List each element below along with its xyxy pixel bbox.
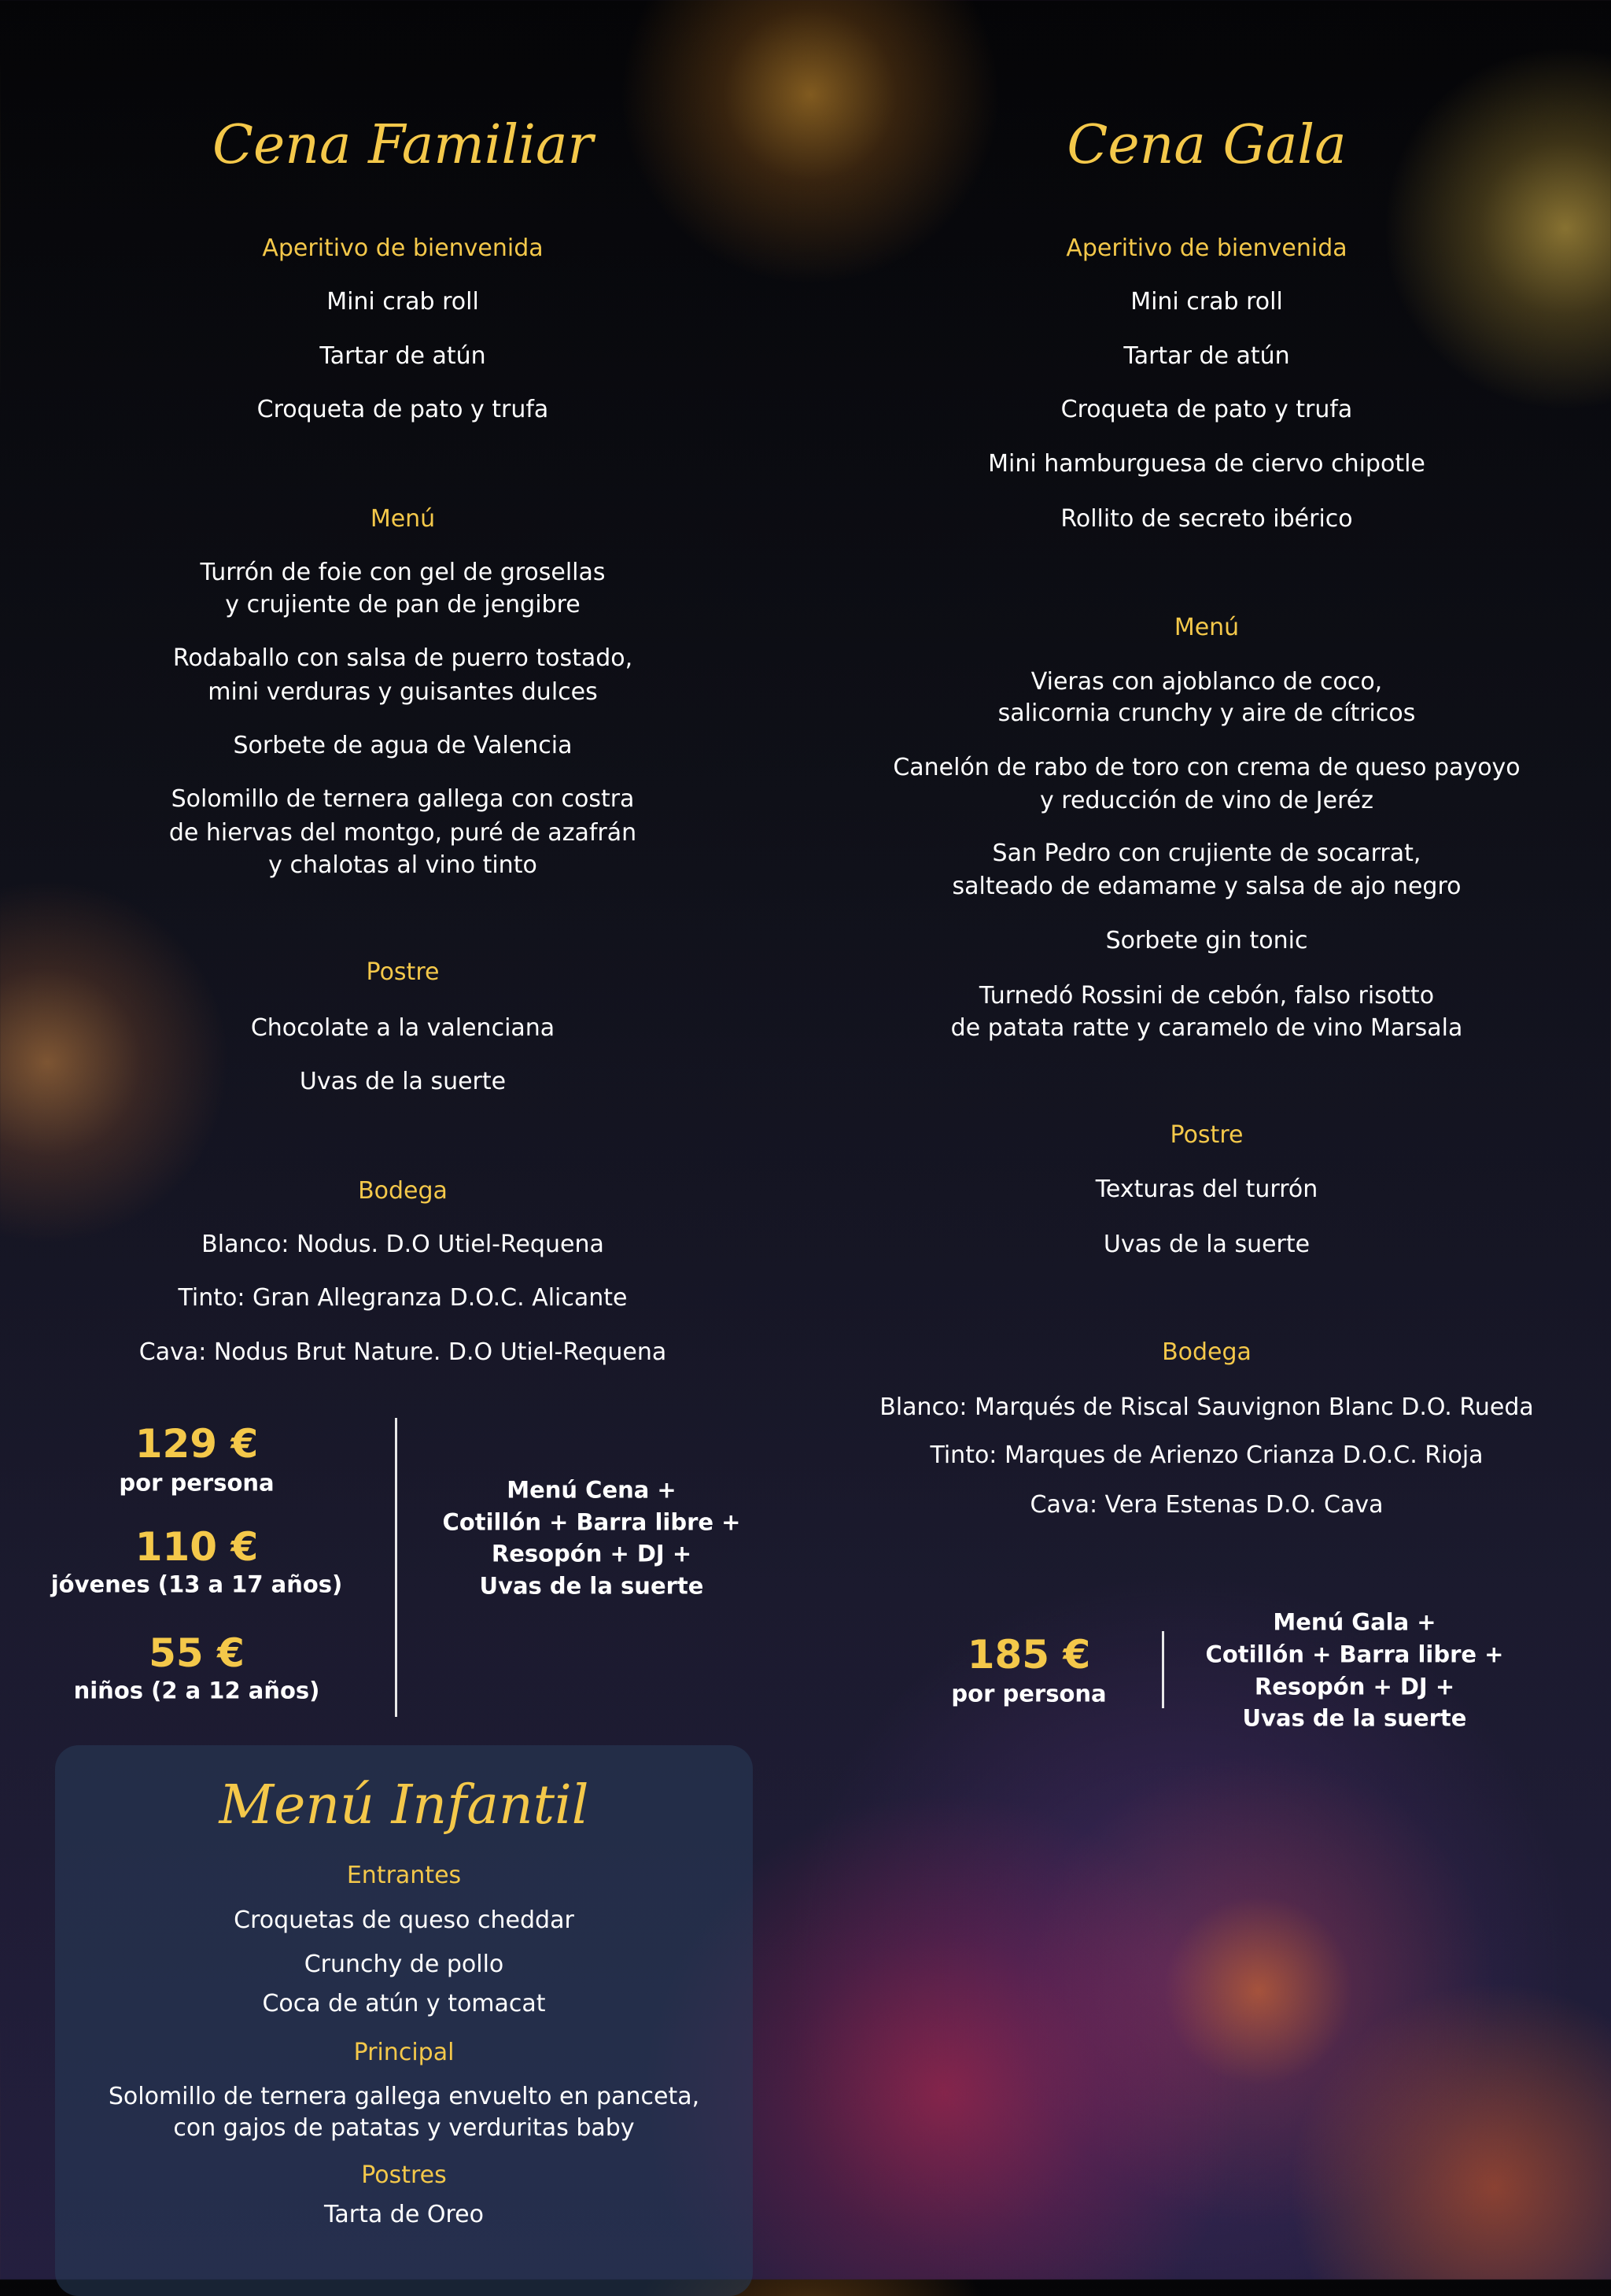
- price-adult: 185 €: [967, 1632, 1091, 1678]
- includes-line: Uvas de la suerte: [1242, 1704, 1467, 1732]
- postre-item: Uvas de la suerte: [1103, 1231, 1311, 1258]
- principal-header: Principal: [353, 2039, 455, 2066]
- bodega-item: Cava: Nodus Brut Nature. D.O Utiel-Requena: [138, 1338, 667, 1366]
- entrante-item: Crunchy de pollo: [304, 1951, 504, 1978]
- menu-infantil-title: Menú Infantil: [219, 1774, 589, 1836]
- menu-item: salicornia crunchy y aire de cítricos: [997, 700, 1416, 727]
- menu-item: de patata ratte y caramelo de vino Marsala: [950, 1014, 1463, 1042]
- includes-line: Cotillón + Barra libre +: [1205, 1641, 1504, 1668]
- price-divider: [1162, 1631, 1164, 1708]
- menu-item: y chalotas al vino tinto: [268, 851, 537, 879]
- menu-item: Canelón de rabo de toro con crema de queso payoyo: [893, 754, 1521, 781]
- postre-header: Postre: [1170, 1121, 1244, 1149]
- price-youth: 110 €: [135, 1524, 259, 1570]
- entrante-item: Coca de atún y tomacat: [262, 1990, 546, 2017]
- principal-item: Solomillo de ternera gallega envuelto en panceta,: [108, 2083, 700, 2110]
- bodega-item: Tinto: Gran Allegranza D.O.C. Alicante: [178, 1284, 628, 1312]
- principal-item: con gajos de patatas y verduritas baby: [173, 2114, 635, 2142]
- price-label: jóvenes (13 a 17 años): [50, 1571, 343, 1598]
- aperitivo-item: Mini crab roll: [326, 288, 479, 316]
- price-label: por persona: [119, 1469, 275, 1497]
- menu-item: Rodaballo con salsa de puerro tostado,: [172, 644, 633, 672]
- price-label: niños (2 a 12 años): [73, 1677, 320, 1704]
- gala-price: [911, 0, 1147, 1731]
- price-adult: 129 €: [135, 1421, 259, 1467]
- menu-item: Turnedó Rossini de cebón, falso risotto: [979, 982, 1435, 1010]
- postres-header: Postres: [361, 2161, 447, 2189]
- menu-item: salteado de edamame y salsa de ajo negro: [952, 873, 1462, 900]
- aperitivo-item: Tartar de atún: [319, 342, 486, 370]
- includes-line: Menú Gala +: [1273, 1608, 1436, 1636]
- menu-header: Menú: [1174, 614, 1240, 641]
- cena-familiar-title: Cena Familiar: [212, 114, 594, 176]
- postre-item: Chocolate a la valenciana: [250, 1014, 555, 1042]
- postre-item: Texturas del turrón: [1095, 1176, 1318, 1203]
- menu-header: Menú: [370, 505, 436, 533]
- bodega-item: Cava: Vera Estenas D.O. Cava: [1030, 1491, 1384, 1519]
- menu-item: Sorbete de agua de Valencia: [233, 732, 573, 759]
- bodega-header: Bodega: [1162, 1338, 1252, 1366]
- aperitivo-header: Aperitivo de bienvenida: [262, 234, 544, 262]
- menu-item: mini verduras y guisantes dulces: [208, 678, 598, 706]
- aperitivo-item: Tartar de atún: [1123, 342, 1290, 370]
- aperitivo-item: Mini hamburguesa de ciervo chipotle: [988, 450, 1425, 478]
- menu-item: y crujiente de pan de jengibre: [225, 591, 581, 618]
- postre-header: Postre: [366, 958, 440, 986]
- menu-item: Sorbete gin tonic: [1105, 927, 1308, 954]
- price-child: 55 €: [149, 1630, 245, 1676]
- menu-item: Turrón de foie con gel de grosellas: [200, 559, 606, 586]
- bodega-header: Bodega: [358, 1177, 448, 1205]
- entrante-item: Croquetas de queso cheddar: [234, 1907, 574, 1934]
- aperitivo-header: Aperitivo de bienvenida: [1066, 234, 1347, 262]
- bodega-item: Blanco: Marqués de Riscal Sauvignon Blanc D.O. Rueda: [879, 1393, 1534, 1421]
- includes-line: Cotillón + Barra libre +: [442, 1508, 741, 1536]
- entrantes-header: Entrantes: [346, 1862, 462, 1889]
- aperitivo-item: Rollito de secreto ibérico: [1060, 505, 1353, 533]
- bodega-item: Tinto: Marques de Arienzo Crianza D.O.C. Rioja: [930, 1441, 1484, 1469]
- menu-item: Solomillo de ternera gallega con costra: [171, 785, 635, 813]
- price-label: por persona: [951, 1680, 1107, 1707]
- menu-item: Vieras con ajoblanco de coco,: [1030, 668, 1383, 696]
- menu-item: de hiervas del montgo, puré de azafrán: [168, 819, 637, 847]
- gala-includes: [1197, 0, 1512, 1731]
- menu-item: San Pedro con crujiente de socarrat,: [992, 840, 1421, 867]
- includes-line: Uvas de la suerte: [479, 1572, 704, 1600]
- menu-item: y reducción de vino de Jeréz: [1040, 787, 1373, 814]
- postre-item: Uvas de la suerte: [299, 1068, 507, 1095]
- cena-gala-title: Cena Gala: [1067, 114, 1347, 176]
- aperitivo-item: Croqueta de pato y trufa: [256, 396, 549, 423]
- menu-infantil-section: [55, 0, 753, 2279]
- aperitivo-item: Mini crab roll: [1130, 288, 1283, 316]
- aperitivo-item: Croqueta de pato y trufa: [1060, 396, 1353, 423]
- includes-line: Menú Cena +: [507, 1476, 676, 1504]
- bodega-item: Blanco: Nodus. D.O Utiel-Requena: [201, 1231, 604, 1258]
- includes-line: Resopón + DJ +: [491, 1540, 692, 1567]
- postre-item: Tarta de Oreo: [324, 2201, 484, 2228]
- includes-line: Resopón + DJ +: [1254, 1673, 1455, 1700]
